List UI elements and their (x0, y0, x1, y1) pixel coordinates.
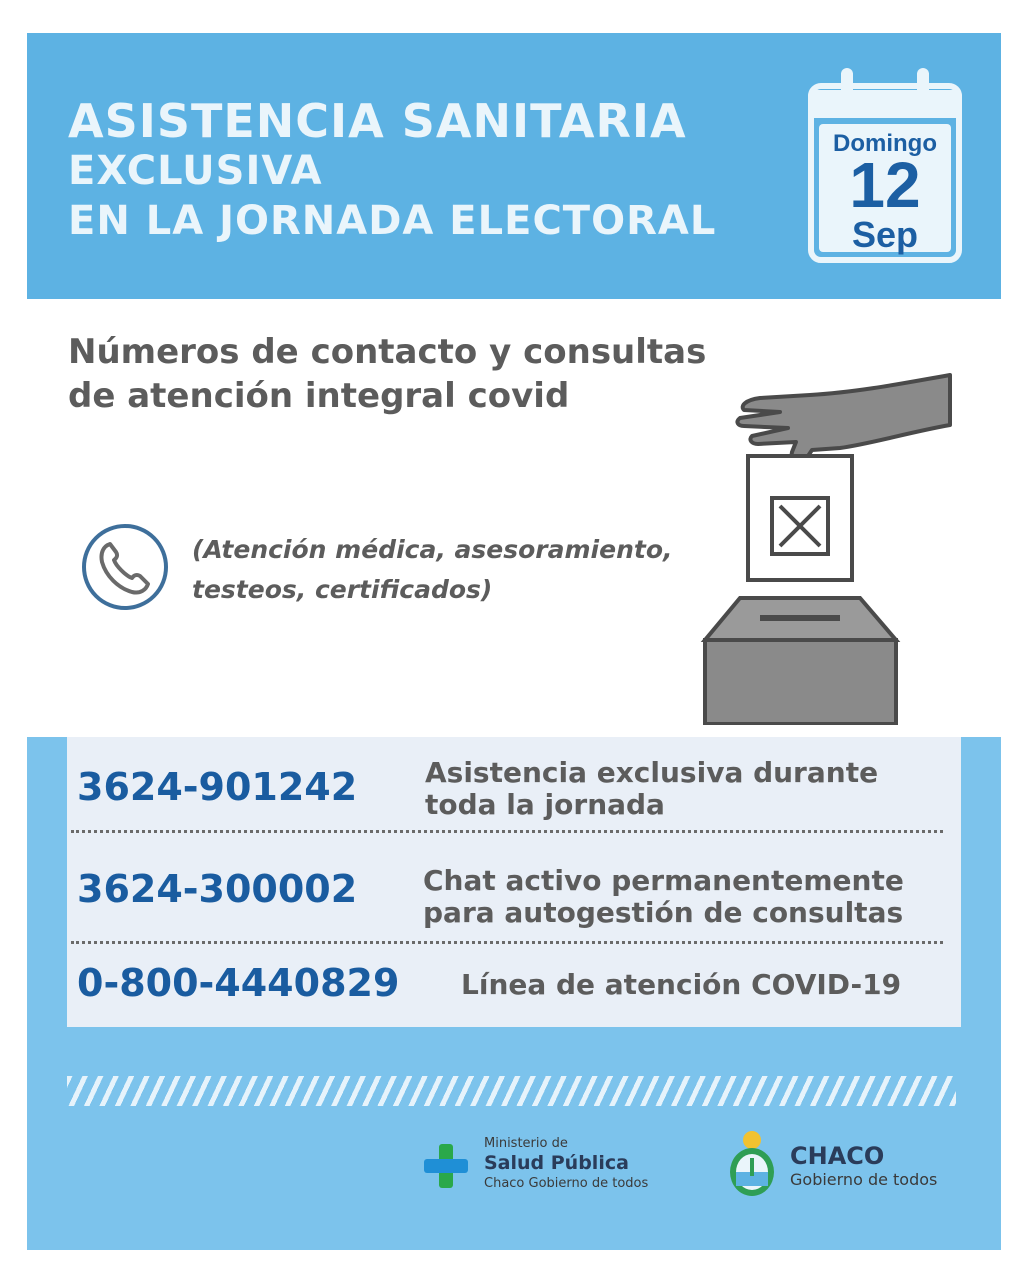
calendar-month: Sep (851, 214, 919, 255)
contact-description (425, 757, 878, 821)
ministry-line-2: Salud Pública (484, 1152, 629, 1174)
row-divider (71, 830, 943, 833)
calendar-day-name: Domingo (833, 130, 937, 157)
ministry-line-1: Ministerio de (484, 1136, 568, 1151)
contact-description-line-2: toda la jornada (425, 788, 665, 821)
ballot-box-illustration (700, 370, 960, 725)
row-divider (71, 941, 943, 944)
ministry-logo (424, 1136, 684, 1196)
phone-note-line-1: (Atención médica, asesoramiento, (192, 535, 673, 564)
contact-number: 3624-901242 (77, 765, 358, 809)
contact-description-line-2: para autogestión de consultas (423, 896, 904, 929)
chaco-subtitle: Gobierno de todos (790, 1170, 938, 1189)
headline-line-1: ASISTENCIA SANITARIA (68, 94, 687, 148)
chaco-title: CHACO (790, 1142, 885, 1170)
contact-description-line-1: Asistencia exclusiva durante (425, 756, 879, 789)
headline (68, 96, 716, 246)
headline-line-2: EXCLUSIVA (68, 148, 323, 194)
contact-number: 0-800-4440829 (77, 961, 400, 1005)
decorative-stripes (67, 1076, 956, 1106)
chaco-logo (726, 1128, 966, 1198)
ministry-line-3: Chaco Gobierno de todos (484, 1176, 649, 1191)
phone-note (192, 530, 673, 610)
phone-icon (80, 522, 170, 612)
health-cross-icon (424, 1144, 468, 1188)
contacts-table (67, 737, 961, 1027)
contact-description (423, 865, 904, 929)
contact-number: 3624-300002 (77, 867, 358, 911)
contact-description-line-1: Chat activo permanentemente (423, 864, 904, 897)
subtitle-line-2: de atención integral covid (68, 376, 570, 416)
contact-description (461, 969, 901, 1001)
subtitle-line-1: Números de contacto y consultas (68, 332, 707, 372)
chaco-seal-icon (726, 1128, 778, 1198)
subtitle (68, 330, 706, 418)
phone-note-line-2: testeos, certificados) (192, 575, 493, 604)
calendar-day-number: 12 (849, 149, 921, 221)
contact-description-line-1: Línea de atención COVID-19 (461, 968, 902, 1001)
headline-line-3: EN LA JORNADA ELECTORAL (68, 198, 717, 244)
